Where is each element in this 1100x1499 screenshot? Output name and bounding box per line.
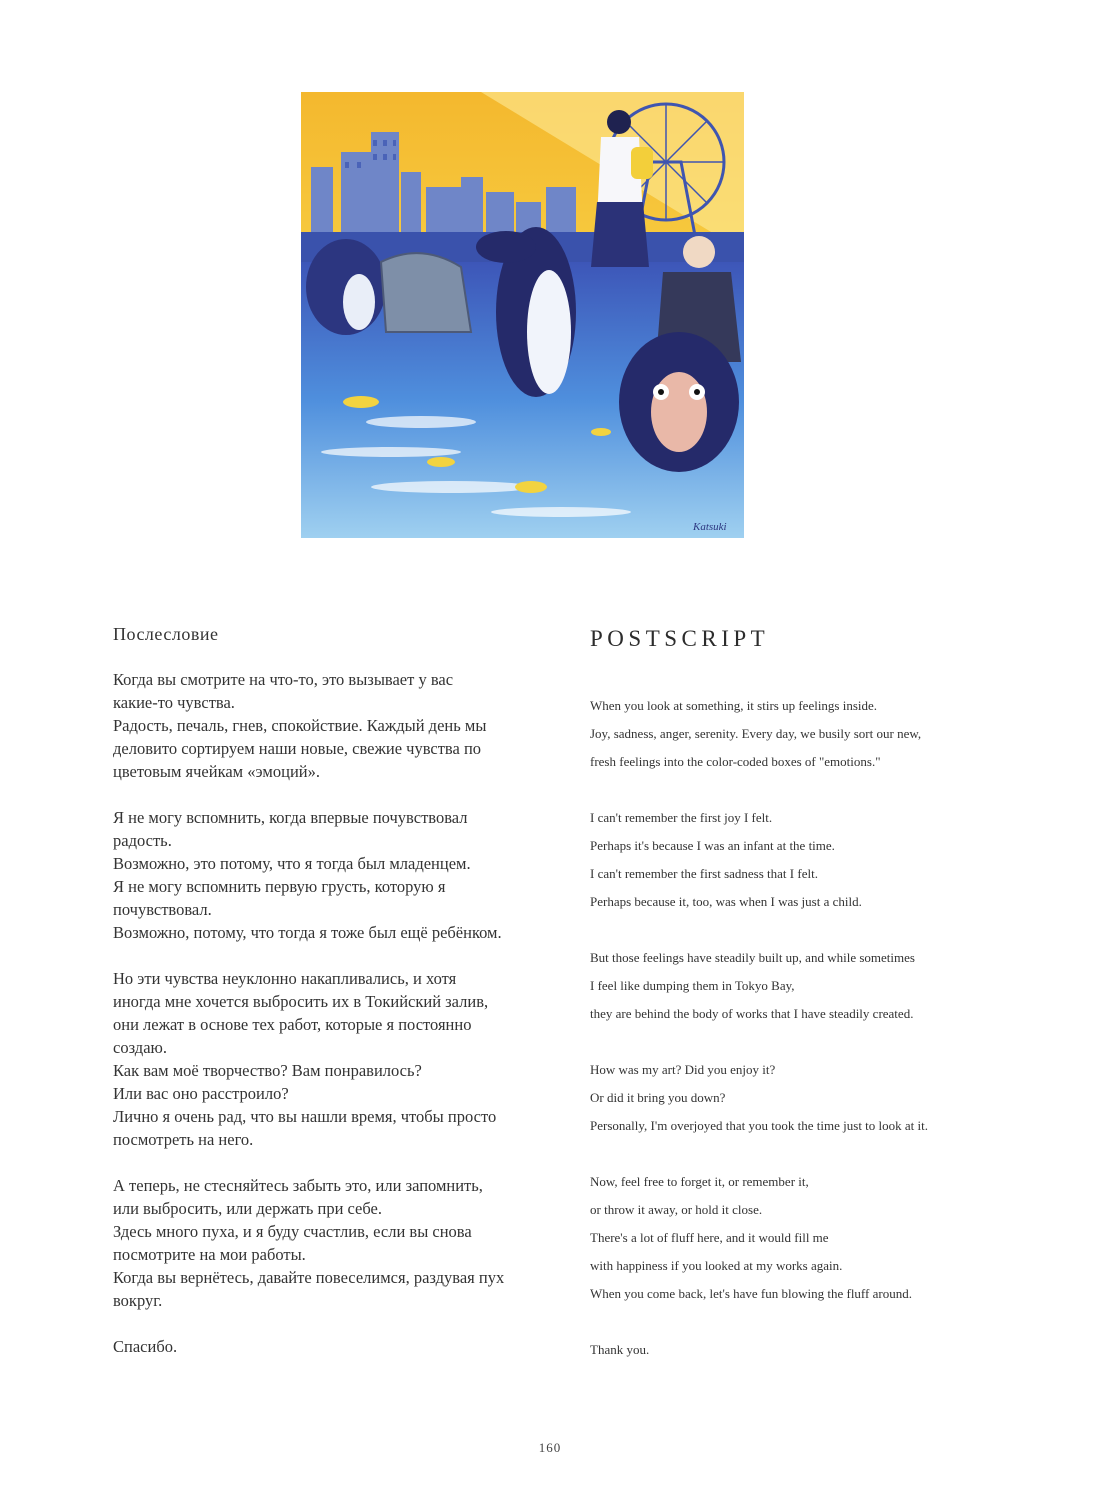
english-text-line: Personally, I'm overjoyed that you took the time just to look at it. [590, 1118, 929, 1133]
russian-paragraph [113, 1174, 553, 1312]
russian-text-line: Лично я очень рад, что вы нашли время, чтобы просто [113, 1107, 497, 1126]
english-text-line: When you come back, let's have fun blowing the fluff around. [590, 1286, 912, 1301]
russian-text-line: радость. [113, 831, 172, 850]
english-postscript [590, 626, 1010, 1392]
english-text-line: with happiness if you looked at my works again. [590, 1258, 843, 1273]
english-text-line: I can't remember the first joy I felt. [590, 810, 773, 825]
russian-text-line: Как вам моё творчество? Вам понравилось? [113, 1061, 422, 1080]
russian-text-line: или выбросить, или держать при себе. [113, 1199, 382, 1218]
russian-title: Послесловие [113, 624, 219, 644]
english-title: POSTSCRIPT [590, 626, 770, 651]
illustration [301, 92, 744, 538]
english-paragraph [590, 944, 1010, 1028]
russian-text-line: Я не могу вспомнить, когда впервые почувствовал [113, 808, 468, 827]
russian-text-line: посмотрите на мои работы. [113, 1245, 306, 1264]
english-paragraph [590, 1336, 1010, 1364]
russian-paragraph [113, 806, 553, 944]
english-paragraph [590, 1056, 1010, 1140]
russian-text-line: Возможно, это потому, что я тогда был младенцем. [113, 854, 471, 873]
russian-text-line: Или вас оно расстроило? [113, 1084, 289, 1103]
english-paragraph [590, 804, 1010, 916]
english-text-line: When you look at something, it stirs up feelings inside. [590, 698, 878, 713]
russian-text-line: Но эти чувства неуклонно накапливались, и хотя [113, 969, 457, 988]
russian-text-line: Я не могу вспомнить первую грусть, которую я [113, 877, 446, 896]
russian-paragraph [113, 967, 553, 1151]
english-text-line: I can't remember the first sadness that I felt. [590, 866, 818, 881]
russian-text-line: почувствовал. [113, 900, 212, 919]
english-text-line: Joy, sadness, anger, serenity. Every day, we busily sort our new, [590, 726, 922, 741]
russian-text-line: Когда вы вернётесь, давайте повеселимся, раздувая пух [113, 1268, 505, 1287]
russian-text-line: Радость, печаль, гнев, спокойствие. Каждый день мы [113, 716, 487, 735]
english-text-line: Thank you. [590, 1342, 650, 1357]
russian-text-line: вокруг. [113, 1291, 163, 1310]
russian-text-line: деловито сортируем наши новые, свежие чувства по [113, 739, 482, 758]
english-text-line: I feel like dumping them in Tokyo Bay, [590, 978, 795, 993]
english-text-line: How was my art? Did you enjoy it? [590, 1062, 776, 1077]
russian-postscript [113, 624, 553, 1381]
russian-text-line: Возможно, потому, что тогда я тоже был ещё ребёнком. [113, 923, 502, 942]
page-number: 160 [538, 1440, 562, 1455]
english-text-line: fresh feelings into the color-coded boxes of "emotions." [590, 754, 881, 769]
russian-paragraph [113, 668, 553, 783]
english-text-line: Perhaps because it, too, was when I was just a child. [590, 894, 862, 909]
english-text-line: Perhaps it's because I was an infant at the time. [590, 838, 835, 853]
russian-text-line: Когда вы смотрите на что-то, это вызывает у вас [113, 670, 454, 689]
russian-paragraph [113, 1335, 553, 1358]
english-text-line: Now, feel free to forget it, or remember it, [590, 1174, 809, 1189]
russian-text-line: создаю. [113, 1038, 167, 1057]
russian-text-line: какие-то чувства. [113, 693, 235, 712]
english-paragraph [590, 692, 1010, 776]
english-text-line: or throw it away, or hold it close. [590, 1202, 763, 1217]
russian-body [113, 668, 553, 1358]
russian-text-line: иногда мне хочется выбросить их в Токийский залив, [113, 992, 489, 1011]
english-text-line: But those feelings have steadily built up, and while sometimes [590, 950, 915, 965]
russian-text-line: А теперь, не стесняйтесь забыть это, или запомнить, [113, 1176, 483, 1195]
english-body [590, 692, 1010, 1364]
english-text-line: There's a lot of fluff here, and it would fill me [590, 1230, 829, 1245]
russian-text-line: они лежат в основе тех работ, которые я постоянно [113, 1015, 472, 1034]
penguin-city-artwork [301, 92, 744, 538]
english-paragraph [590, 1168, 1010, 1308]
english-text-line: they are behind the body of works that I have steadily created. [590, 1006, 914, 1021]
english-text-line: Or did it bring you down? [590, 1090, 726, 1105]
russian-text-line: посмотреть на него. [113, 1130, 254, 1149]
russian-text-line: цветовым ячейкам «эмоций». [113, 762, 320, 781]
russian-text-line: Здесь много пуха, и я буду счастлив, если вы снова [113, 1222, 472, 1241]
russian-text-line: Спасибо. [113, 1337, 178, 1356]
artist-signature: Katsuki [693, 521, 727, 533]
